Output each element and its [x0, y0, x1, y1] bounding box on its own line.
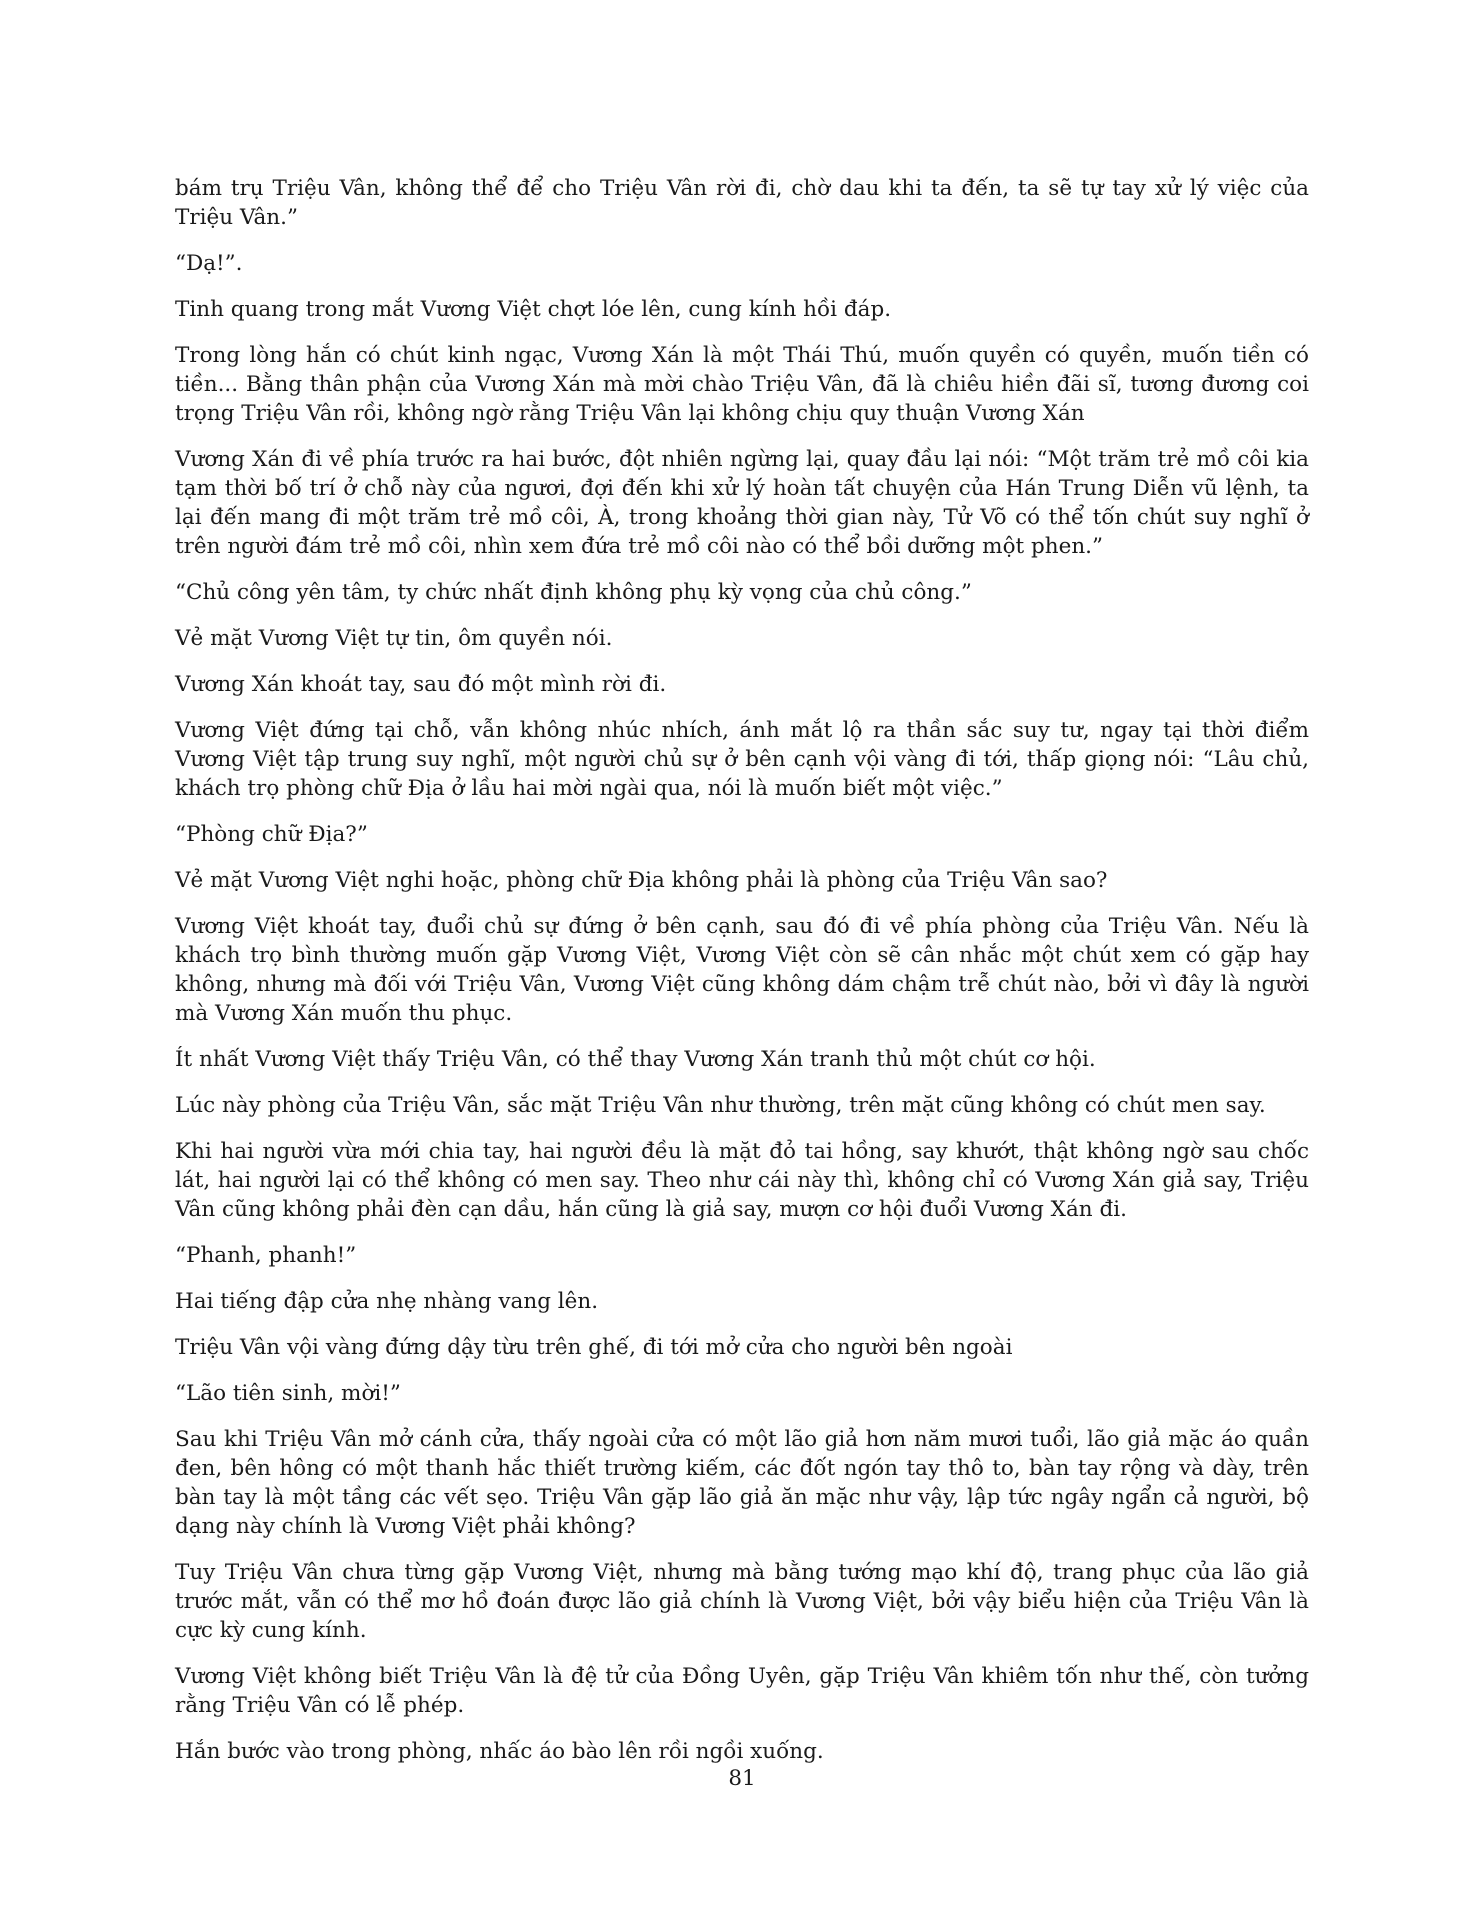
paragraph-17: Hai tiếng đập cửa nhẹ nhàng vang lên. — [175, 1289, 599, 1314]
paragraph-13: Ít nhất Vương Việt thấy Triệu Vân, có thể thay Vương Xán tranh thủ một chút cơ hội. — [175, 1047, 1096, 1072]
paragraph-23: Hắn bước vào trong phòng, nhấc áo bào lên rồi ngồi xuống. — [175, 1739, 824, 1764]
paragraph-15: Khi hai người vừa mới chia tay, hai người đều là mặt đỏ tai hồng, say khướt, thật không ngờ sau chốc lát, hai người lại có thể không có men say. Theo như cái này thì, không chỉ có Vương Xán giả say, Triệu Vân cũng không phải đèn cạn dầu, hắn cũng là giả say, mượn cơ hội đuổi Vương Xán đi. — [175, 1139, 1309, 1222]
paragraph-8: Vương Xán khoát tay, sau đó một mình rời đi. — [175, 672, 667, 697]
paragraph-12: Vương Việt khoát tay, đuổi chủ sự đứng ở bên cạnh, sau đó đi về phía phòng của Triệu Vân. Nếu là khách trọ bình thường muốn gặp Vương Việt, Vương Việt còn sẽ cân nhắc một chút xem có gặp hay không, nhưng mà đối với Triệu Vân, Vương Việt cũng không dám chậm trễ chút nào, bởi vì đây là người mà Vương Xán muốn thu phục. — [175, 914, 1309, 1026]
paragraph-7: Vẻ mặt Vương Việt tự tin, ôm quyền nói. — [175, 626, 613, 651]
paragraph-10: “Phòng chữ Địa?” — [175, 822, 368, 847]
paragraph-21: Tuy Triệu Vân chưa từng gặp Vương Việt, nhưng mà bằng tướng mạo khí độ, trang phục của lão giả trước mắt, vẫn có thể mơ hồ đoán được lão giả chính là Vương Việt, bởi vậy biểu hiện của Triệu Vân là cực kỳ cung kính. — [175, 1560, 1309, 1643]
paragraph-11: Vẻ mặt Vương Việt nghi hoặc, phòng chữ Địa không phải là phòng của Triệu Vân sao? — [175, 868, 1108, 893]
paragraph-14: Lúc này phòng của Triệu Vân, sắc mặt Triệu Vân như thường, trên mặt cũng không có chút men say. — [175, 1093, 1266, 1118]
paragraph-1: bám trụ Triệu Vân, không thể để cho Triệu Vân rời đi, chờ dau khi ta đến, ta sẽ tự tay xử lý việc của Triệu Vân.” — [175, 176, 1309, 230]
paragraph-6: “Chủ công yên tâm, ty chức nhất định không phụ kỳ vọng của chủ công.” — [175, 580, 972, 605]
paragraph-5: Vương Xán đi về phía trước ra hai bước, đột nhiên ngừng lại, quay đầu lại nói: “Một trăm trẻ mồ côi kia tạm thời bố trí ở chỗ này của ngươi, đợi đến khi xử lý hoàn tất chuyện của Hán Trung Diễn vũ lệnh, ta lại đến mang đi một trăm trẻ mồ côi, À, trong khoảng thời gian này, Tử Võ có thể tốn chút suy nghĩ ở trên người đám trẻ mồ côi, nhìn xem đứa trẻ mồ côi nào có thể bồi dưỡng một phen.” — [175, 447, 1309, 559]
paragraph-3: Tinh quang trong mắt Vương Việt chợt lóe lên, cung kính hồi đáp. — [175, 297, 892, 322]
page-number: 81 — [728, 1766, 756, 1791]
paragraph-19: “Lão tiên sinh, mời!” — [175, 1381, 401, 1406]
paragraph-4: Trong lòng hắn có chút kinh ngạc, Vương Xán là một Thái Thú, muốn quyền có quyền, muốn tiền có tiền... Bằng thân phận của Vương Xán mà mời chào Triệu Vân, đã là chiêu hiền đãi sĩ, tương đương coi trọng Triệu Vân rồi, không ngờ rằng Triệu Vân lại không chịu quy thuận Vương Xán — [175, 343, 1309, 426]
paragraph-22: Vương Việt không biết Triệu Vân là đệ tử của Đồng Uyên, gặp Triệu Vân khiêm tốn như thế, còn tưởng rằng Triệu Vân có lễ phép. — [175, 1664, 1309, 1718]
paragraph-18: Triệu Vân vội vàng đứng dậy từu trên ghế, đi tới mở cửa cho người bên ngoài — [175, 1335, 1013, 1360]
paragraph-20: Sau khi Triệu Vân mở cánh cửa, thấy ngoài cửa có một lão giả hơn năm mươi tuổi, lão giả mặc áo quần đen, bên hông có một thanh hắc thiết trường kiếm, các đốt ngón tay thô to, bàn tay rộng và dày, trên bàn tay là một tầng các vết sẹo. Triệu Vân gặp lão giả ăn mặc như vậy, lập tức ngây ngẩn cả người, bộ dạng này chính là Vương Việt phải không? — [175, 1427, 1309, 1539]
document-body — [175, 174, 1309, 1783]
paragraph-9: Vương Việt đứng tại chỗ, vẫn không nhúc nhích, ánh mắt lộ ra thần sắc suy tư, ngay tại thời điểm Vương Việt tập trung suy nghĩ, một người chủ sự ở bên cạnh vội vàng đi tới, thấp giọng nói: “Lâu chủ, khách trọ phòng chữ Địa ở lầu hai mời ngài qua, nói là muốn biết một việc.” — [175, 718, 1309, 801]
paragraph-2: “Dạ!”. — [175, 251, 243, 276]
paragraph-16: “Phanh, phanh!” — [175, 1243, 357, 1268]
